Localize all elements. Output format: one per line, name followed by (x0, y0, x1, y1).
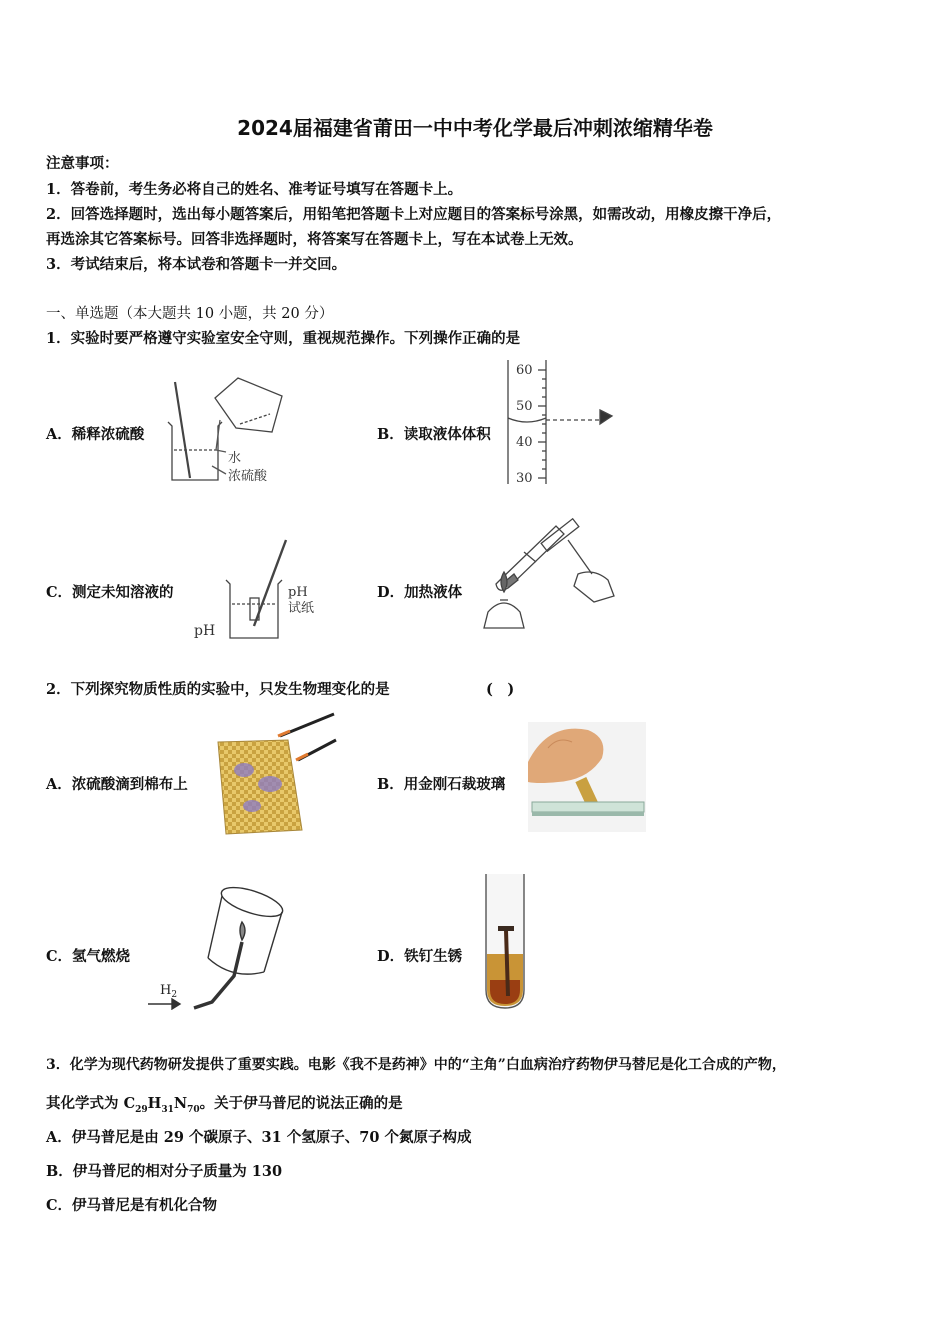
q1-option-b[interactable]: B．读取液体体积 (377, 426, 491, 443)
formula-h: H (147, 1095, 162, 1112)
acid-on-cloth-figure (212, 710, 340, 836)
tick-50: 50 (516, 399, 533, 414)
q3-stem: 3．化学为现代药物研发提供了重要实践。电影《我不是药神》中的“主角”白血病治疗药物伊马替尼是化工合成的产物， (46, 1057, 786, 1073)
q3-option-c[interactable]: C．伊马普尼是有机化合物 (46, 1197, 218, 1214)
ph-paper-label-1: pH (288, 585, 308, 600)
q3-option-a[interactable]: A．伊马普尼是由 29 个碳原子、31 个氢原子、70 个氮原子构成 (46, 1129, 472, 1146)
q1-option-c[interactable]: C．测定未知溶液的 (46, 584, 174, 601)
ph-test-figure (192, 536, 332, 644)
h2-symbol: H (160, 983, 172, 998)
q3-formula-line (46, 1092, 403, 1115)
notice-heading: 注意事项： (46, 155, 119, 172)
notice-item-1: 1．答卷前，考生务必将自己的姓名、准考证号填写在答题卡上。 (46, 181, 463, 198)
q2-stem: 2．下列探究物质性质的实验中，只发生物理变化的是 (46, 681, 390, 698)
acid-label: 浓硫酸 (228, 469, 268, 484)
ph-paper-label-2: 试纸 (288, 601, 315, 616)
q2-option-a[interactable]: A．浓硫酸滴到棉布上 (46, 776, 188, 793)
formula-c-count: 29 (135, 1104, 148, 1115)
q1-option-a[interactable]: A．稀释浓硫酸 (46, 426, 145, 443)
graduated-cylinder-figure (500, 358, 620, 488)
tick-40: 40 (516, 435, 533, 450)
q3-option-b[interactable]: B．伊马普尼的相对分子质量为 130 (46, 1163, 283, 1180)
rusting-nail-figure (480, 870, 530, 1012)
tick-60: 60 (516, 363, 533, 378)
diamond-cutting-glass-figure (528, 722, 646, 832)
formula-c: C (123, 1095, 136, 1112)
formula-n-count: 70 (187, 1104, 200, 1115)
q2-option-d[interactable]: D．铁钉生锈 (377, 948, 463, 965)
notice-item-3: 3．考试结束后，将本试卷和答题卡一并交回。 (46, 256, 347, 273)
q1-option-d[interactable]: D．加热液体 (377, 584, 463, 601)
hydrogen-combustion-figure (142, 884, 292, 1010)
formula-n: N (173, 1095, 188, 1112)
q2-bracket: ( ) (486, 681, 515, 698)
h2-label (160, 983, 177, 1000)
tick-30: 30 (516, 471, 533, 486)
heating-test-tube-figure (474, 516, 624, 642)
page-title: 2024届福建省莆田一中中考化学最后冲刺浓缩精华卷 (237, 116, 713, 140)
q3-formula-pre: 其化学式为 (46, 1095, 124, 1112)
q2-option-b[interactable]: B．用金刚石裁玻璃 (377, 776, 506, 793)
formula-h-count: 31 (161, 1104, 174, 1115)
q2-option-c[interactable]: C．氢气燃烧 (46, 948, 131, 965)
notice-item-2-cont: 再选涂其它答案标号。回答非选择题时，将答案写在答题卡上，写在本试卷上无效。 (46, 231, 583, 248)
h2-subscript: 2 (171, 990, 178, 1000)
ph-label: pH (194, 623, 216, 639)
q1-stem: 1．实验时要严格遵守实验室安全守则，重视规范操作。下列操作正确的是 (46, 330, 521, 347)
water-label: 水 (228, 451, 242, 466)
notice-item-2: 2．回答选择题时，选出每小题答案后，用铅笔把答题卡上对应题目的答案标号涂黑，如需改动，用橡皮擦干净后， (46, 206, 782, 223)
section-heading: 一、单选题（本大题共 10 小题，共 20 分） (46, 306, 334, 322)
beaker-dilution-figure (160, 370, 290, 490)
q3-formula-post: 。关于伊马普尼的说法正确的是 (199, 1095, 403, 1112)
